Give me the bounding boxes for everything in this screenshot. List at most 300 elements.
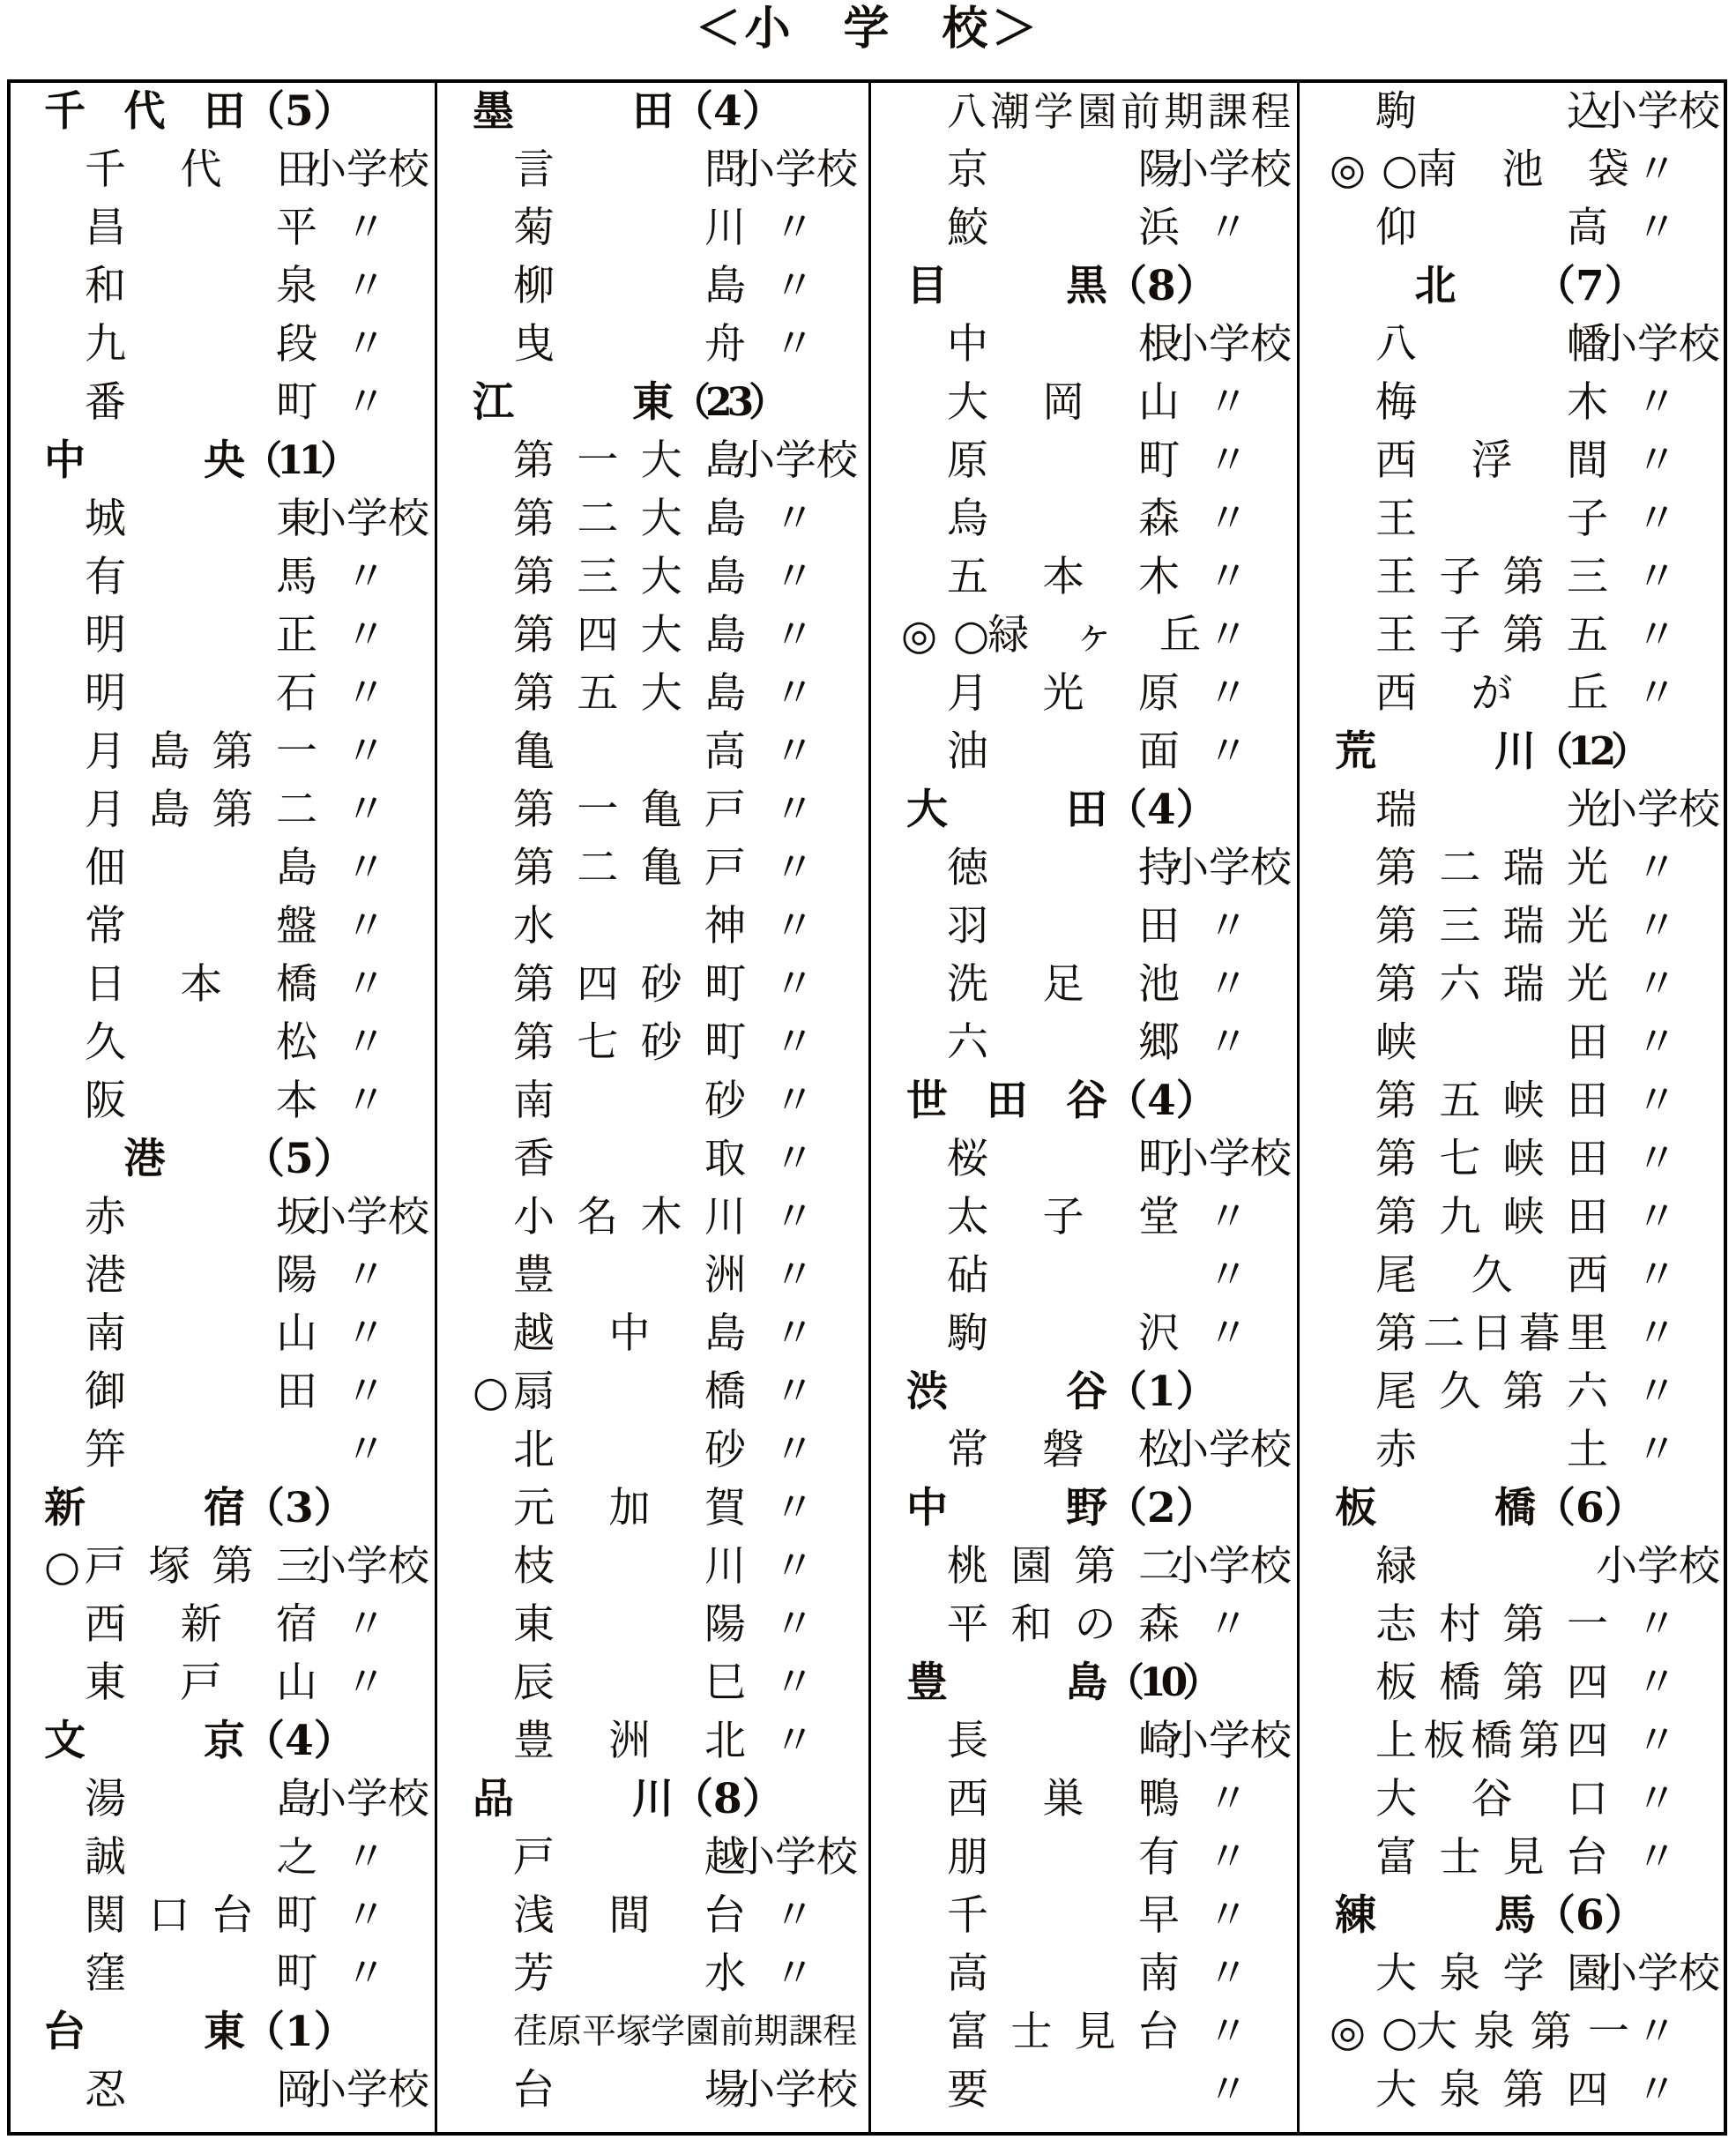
- school-suffix: 小学校: [1596, 786, 1720, 834]
- character: 谷: [1471, 1775, 1513, 1823]
- ditto-mark: 〃: [1207, 669, 1249, 718]
- ditto-mark: 〃: [773, 1542, 816, 1591]
- character: 宿: [204, 1484, 245, 1532]
- school-row: [439, 727, 861, 776]
- ditto-mark: 〃: [345, 204, 387, 252]
- school-name: [513, 1079, 746, 1123]
- character: 南: [1138, 1949, 1180, 1998]
- character: 桃: [947, 1542, 988, 1591]
- character: 王: [1375, 495, 1417, 543]
- character: 太: [947, 1193, 988, 1241]
- character: 朋: [947, 1833, 988, 1882]
- character: 巣: [1042, 1775, 1084, 1823]
- character: 二: [1423, 1309, 1465, 1358]
- character: 第: [1375, 1135, 1417, 1183]
- school-name: [947, 1600, 1180, 1649]
- character: 町: [1138, 436, 1180, 485]
- character: 東: [513, 1600, 555, 1649]
- character: 第: [513, 960, 555, 1009]
- character: 有: [1138, 1833, 1180, 1882]
- school-row: [11, 1018, 433, 1067]
- school-name: [85, 1079, 317, 1123]
- character: 亀: [640, 786, 682, 834]
- school-suffix: 小学校: [1596, 87, 1720, 136]
- column-divider-1: [435, 83, 437, 2132]
- character: 光: [1566, 844, 1608, 892]
- school-name: [85, 727, 317, 776]
- character: 大: [640, 495, 682, 543]
- character: 木: [1138, 553, 1180, 601]
- school-row: [873, 1251, 1295, 1300]
- ward-row: [11, 436, 433, 485]
- character: 瑞: [1375, 786, 1417, 834]
- school-name: [1375, 1775, 1608, 1823]
- ward-school-count: （2）: [1106, 1484, 1218, 1532]
- character: 込: [1567, 87, 1608, 136]
- character: 田: [276, 1368, 317, 1416]
- ditto-mark: 〃: [1207, 1775, 1249, 1823]
- character: 第: [513, 553, 555, 601]
- school-row: [11, 1428, 433, 1472]
- character: 戸: [704, 844, 746, 892]
- character: 越: [704, 1833, 746, 1882]
- character: 名: [577, 1193, 619, 1241]
- character: 堂: [1138, 1193, 1180, 1241]
- character: 大: [947, 378, 988, 427]
- ward-name: [906, 1079, 1107, 1123]
- character: 辰: [513, 1659, 555, 1707]
- ditto-mark: 〃: [1635, 1018, 1678, 1067]
- character: 峡: [1502, 1077, 1545, 1125]
- school-name: [513, 436, 746, 485]
- school-name: [1375, 320, 1608, 369]
- school-name: [85, 1193, 317, 1241]
- ditto-mark: 〃: [773, 786, 816, 834]
- character: 光: [1567, 786, 1608, 834]
- school-name: [947, 1137, 1180, 1182]
- character: 西: [85, 1600, 126, 1649]
- character: 丘: [1159, 611, 1201, 660]
- ditto-mark: 〃: [345, 1833, 387, 1882]
- school-suffix: 小学校: [1596, 320, 1720, 369]
- school-row: [11, 378, 433, 427]
- character: 阪: [85, 1077, 126, 1125]
- school-name: [513, 788, 746, 832]
- ward-row: [873, 1370, 1295, 1414]
- school-row: [11, 1079, 433, 1123]
- character: 谷: [1066, 1077, 1107, 1125]
- school-row: [873, 320, 1295, 369]
- character: 鴨: [1138, 1775, 1180, 1823]
- school-suffix: 小学校: [305, 1193, 429, 1241]
- ward-row: [11, 1484, 433, 1532]
- character: 場: [704, 2066, 746, 2114]
- ditto-mark: 〃: [1207, 1018, 1249, 1067]
- character: 上: [1375, 1717, 1417, 1765]
- ditto-mark: 〃: [345, 320, 387, 369]
- character: 口: [148, 1891, 190, 1940]
- character: 期: [1164, 88, 1204, 135]
- ditto-mark: 〃: [773, 1484, 816, 1532]
- school-row: [439, 1137, 861, 1182]
- character: 池: [1138, 960, 1180, 1009]
- school-name: [1375, 2066, 1608, 2114]
- school-name: [1375, 846, 1608, 891]
- school-row: [1301, 902, 1724, 950]
- school-name: [1375, 555, 1608, 600]
- character: 尾: [1375, 1368, 1417, 1416]
- character: 尾: [1375, 1251, 1417, 1300]
- school-row: [439, 960, 861, 1009]
- school-row: [873, 1775, 1295, 1823]
- school-name: [85, 2066, 317, 2114]
- character: 島: [276, 844, 317, 892]
- character: 島: [704, 495, 746, 543]
- character: 緑: [1375, 1542, 1417, 1591]
- school-name: [1375, 1251, 1608, 1300]
- school-name: [513, 960, 746, 1009]
- ditto-mark: 〃: [1207, 902, 1249, 950]
- ditto-mark: 〃: [773, 1309, 816, 1358]
- school-row: [439, 1949, 861, 1998]
- character: 長: [947, 1717, 988, 1765]
- school-name: [85, 1891, 317, 1940]
- character: 園: [1010, 1542, 1053, 1591]
- school-row: [439, 1719, 861, 1763]
- character: 泉: [1473, 2008, 1515, 2056]
- character: 学: [1502, 1949, 1545, 1998]
- ditto-mark: 〃: [345, 960, 387, 1009]
- school-name: [513, 1309, 746, 1358]
- character: 第: [1074, 1542, 1116, 1591]
- ditto-mark: 〃: [345, 669, 387, 718]
- school-row: [1301, 87, 1724, 136]
- school-suffix: 小学校: [1167, 844, 1292, 892]
- school-row: [439, 1542, 861, 1591]
- character: ○: [1381, 2008, 1418, 2056]
- character: 千: [85, 145, 126, 194]
- school-row: [873, 669, 1295, 718]
- character: 第: [1502, 611, 1545, 660]
- school-row: [11, 1542, 433, 1591]
- character: 駒: [1375, 87, 1417, 136]
- character: 学: [651, 2012, 686, 2052]
- school-row: [439, 1018, 861, 1067]
- character: 陽: [276, 1251, 317, 1300]
- school-name: [513, 1428, 746, 1472]
- character: 土: [1567, 1426, 1608, 1474]
- character: 明: [85, 669, 126, 718]
- school-name: [1375, 1370, 1608, 1414]
- character: 南: [85, 1309, 126, 1358]
- character: が: [1471, 669, 1513, 718]
- ward-school-count: （1）: [243, 2008, 355, 2056]
- school-row: [873, 1833, 1295, 1882]
- character: 新: [180, 1600, 222, 1649]
- school-name: [85, 960, 317, 1009]
- character: 月: [85, 786, 126, 834]
- character: 町: [704, 960, 746, 1009]
- ditto-mark: 〃: [773, 611, 816, 660]
- school-row: [1301, 1428, 1724, 1472]
- school-row: [439, 2066, 861, 2114]
- character: 久: [1439, 1368, 1481, 1416]
- character: 子: [1567, 495, 1608, 543]
- character: 南: [513, 1077, 555, 1125]
- ditto-mark: 〃: [773, 320, 816, 369]
- character: 第: [212, 786, 254, 834]
- school-suffix: 小学校: [1167, 1426, 1292, 1474]
- character: 三: [275, 1542, 317, 1591]
- ditto-mark: 〃: [773, 1193, 816, 1241]
- character: 大: [1375, 1775, 1417, 1823]
- school-name: [1375, 611, 1608, 660]
- character: 川: [704, 1542, 746, 1591]
- character: 大: [640, 553, 682, 601]
- character: 墨: [473, 87, 514, 136]
- school-name: [513, 145, 746, 194]
- school-suffix: 小学校: [1167, 145, 1292, 194]
- character: 橋: [1439, 1659, 1481, 1707]
- character: 沢: [1138, 1309, 1180, 1358]
- character: 橋: [1494, 1484, 1536, 1532]
- character: 香: [513, 1135, 555, 1183]
- character: 陽: [1138, 145, 1180, 194]
- character: 洲: [608, 1717, 651, 1765]
- ditto-mark: 〃: [345, 1309, 387, 1358]
- character: 島: [148, 786, 190, 834]
- character: 板: [1335, 1484, 1376, 1532]
- school-row: [1301, 1193, 1724, 1241]
- ditto-mark: 〃: [1635, 960, 1678, 1009]
- character: 塚: [616, 2012, 652, 2052]
- school-row: [11, 611, 433, 660]
- character: 島: [704, 553, 746, 601]
- character: 期: [754, 2012, 789, 2052]
- character: 八: [1375, 320, 1417, 369]
- character: 町: [276, 378, 317, 427]
- character: 板: [1375, 1659, 1417, 1707]
- school-name: [1375, 1309, 1608, 1358]
- character: 田: [204, 87, 245, 136]
- ditto-mark: 〃: [1635, 1426, 1678, 1474]
- school-name: [1375, 788, 1608, 832]
- school-name: [513, 1542, 746, 1591]
- school-name: [85, 1428, 317, 1472]
- school-name: [85, 262, 317, 310]
- school-name: [947, 1949, 1180, 1998]
- character: 第: [212, 727, 254, 776]
- ditto-mark: 〃: [773, 1018, 816, 1067]
- ward-school-count: （6）: [1534, 1891, 1646, 1940]
- school-name: [947, 902, 1180, 950]
- school-row: [873, 1309, 1295, 1358]
- school-name: [513, 611, 746, 660]
- character: 岡: [1042, 378, 1084, 427]
- school-name: [85, 1661, 317, 1705]
- character: 暮: [1518, 1309, 1561, 1358]
- character: 柳: [513, 262, 555, 310]
- character: 崎: [1138, 1717, 1180, 1765]
- school-name: [1375, 1833, 1608, 1882]
- ditto-mark: 〃: [1207, 436, 1249, 485]
- character: 士: [1010, 2008, 1053, 2056]
- ditto-mark: 〃: [1635, 2066, 1678, 2114]
- character: 川: [704, 204, 746, 252]
- ditto-mark: 〃: [773, 1600, 816, 1649]
- school-name: [513, 1370, 746, 1414]
- character: 第: [513, 611, 555, 660]
- ditto-mark: 〃: [773, 204, 816, 252]
- character: 幡: [1567, 320, 1608, 369]
- school-name: [1416, 145, 1629, 194]
- school-name: [947, 1891, 1180, 1940]
- character: 田: [986, 1077, 1028, 1125]
- character: ○: [473, 1368, 510, 1416]
- school-row: [873, 902, 1295, 950]
- school-name: [947, 90, 1291, 134]
- school-row: [873, 1891, 1295, 1940]
- school-name: [947, 960, 1180, 1009]
- character: 第: [1375, 902, 1417, 950]
- school-name: [1375, 1018, 1608, 1067]
- character: 馬: [1494, 1891, 1536, 1940]
- character: 芳: [513, 1949, 555, 1998]
- school-name: [85, 788, 317, 832]
- character: 池: [1501, 145, 1544, 194]
- character: 北: [1414, 262, 1457, 310]
- character: 四: [1566, 1659, 1608, 1707]
- character: 中: [906, 1484, 948, 1532]
- character: 神: [704, 902, 746, 950]
- character: 田: [1138, 902, 1180, 950]
- character: 六: [1439, 960, 1481, 1009]
- school-row: [873, 1600, 1295, 1649]
- character: 園: [1566, 1949, 1608, 1998]
- ditto-mark: 〃: [773, 1251, 816, 1300]
- ward-name: [1335, 727, 1536, 776]
- ward-row: [11, 1137, 433, 1182]
- school-row: [439, 2010, 861, 2054]
- character: 千: [44, 87, 86, 136]
- character: 富: [947, 2008, 988, 2056]
- character: 砂: [640, 1018, 682, 1067]
- character: 四: [1566, 2066, 1608, 2114]
- character: 羽: [947, 902, 988, 950]
- character: 荏: [513, 2012, 548, 2052]
- ward-name: [906, 1661, 1107, 1705]
- ditto-mark: 〃: [773, 960, 816, 1009]
- ward-row: [873, 1661, 1295, 1705]
- character: 昌: [85, 204, 126, 252]
- character: 二: [577, 495, 619, 543]
- school-name: [513, 1193, 746, 1241]
- ditto-mark: 〃: [345, 611, 387, 660]
- character: 千: [947, 1891, 988, 1940]
- school-row: [1301, 1833, 1724, 1882]
- ditto-mark: 〃: [773, 553, 816, 601]
- character: 台: [1566, 1833, 1608, 1882]
- character: 取: [704, 1135, 746, 1183]
- character: 町: [704, 1018, 746, 1067]
- ditto-mark: 〃: [1635, 1309, 1678, 1358]
- character: 野: [1066, 1484, 1107, 1532]
- ditto-mark: 〃: [1207, 1251, 1249, 1300]
- character: 練: [1335, 1891, 1376, 1940]
- school-row: [873, 436, 1295, 485]
- character: 央: [204, 436, 245, 485]
- character: 程: [1250, 88, 1291, 135]
- character: 第: [1502, 1659, 1545, 1707]
- character: 水: [513, 902, 555, 950]
- character: 久: [85, 1018, 126, 1067]
- school-row: [1301, 320, 1724, 369]
- character: 宿: [276, 1600, 317, 1649]
- school-name: [947, 1018, 1180, 1067]
- character: 村: [1439, 1600, 1481, 1649]
- character: 六: [947, 1018, 988, 1067]
- school-name: [85, 902, 317, 950]
- character: 原: [548, 2012, 583, 2052]
- character: 烏: [947, 495, 988, 543]
- character: 明: [85, 611, 126, 660]
- character: 問: [704, 145, 746, 194]
- character: 越: [513, 1309, 555, 1358]
- ditto-mark: 〃: [773, 1077, 816, 1125]
- character: 要: [947, 2066, 988, 2114]
- school-row: [439, 1833, 861, 1882]
- school-row: [439, 1484, 861, 1532]
- school-name: [513, 497, 746, 541]
- ditto-mark: 〃: [1635, 844, 1678, 892]
- ward-row: [439, 378, 861, 427]
- school-row: [439, 788, 861, 832]
- school-name: [1375, 1719, 1608, 1763]
- character: 川: [704, 1193, 746, 1241]
- character: 本: [1042, 553, 1084, 601]
- character: 有: [85, 553, 126, 601]
- character: ◎: [901, 611, 938, 660]
- character: 砂: [640, 960, 682, 1009]
- ward-row: [11, 2010, 433, 2054]
- school-name: [513, 2010, 857, 2054]
- character: 西: [1567, 1251, 1608, 1300]
- ditto-mark: 〃: [1207, 1600, 1249, 1649]
- character: 潮: [990, 88, 1031, 135]
- ditto-mark: 〃: [345, 378, 387, 427]
- character: 塚: [148, 1542, 190, 1591]
- school-row: [1301, 206, 1724, 250]
- school-row: [11, 1600, 433, 1649]
- school-name: [513, 669, 746, 718]
- ditto-mark: 〃: [773, 1659, 816, 1707]
- school-row: [11, 320, 433, 369]
- school-row: [873, 611, 1295, 660]
- character: 日: [85, 960, 126, 1009]
- character: 赤: [85, 1193, 126, 1241]
- school-name: [85, 320, 317, 369]
- school-row: [11, 2066, 433, 2114]
- character: の: [1074, 1600, 1116, 1649]
- character: 小: [513, 1193, 555, 1241]
- school-row: [11, 788, 433, 832]
- character: ◎: [1330, 145, 1367, 194]
- school-name: [85, 145, 317, 194]
- school-row: [11, 1661, 433, 1705]
- character: 川: [632, 1775, 674, 1823]
- character: 島: [1066, 1659, 1107, 1707]
- character: 根: [1138, 320, 1180, 369]
